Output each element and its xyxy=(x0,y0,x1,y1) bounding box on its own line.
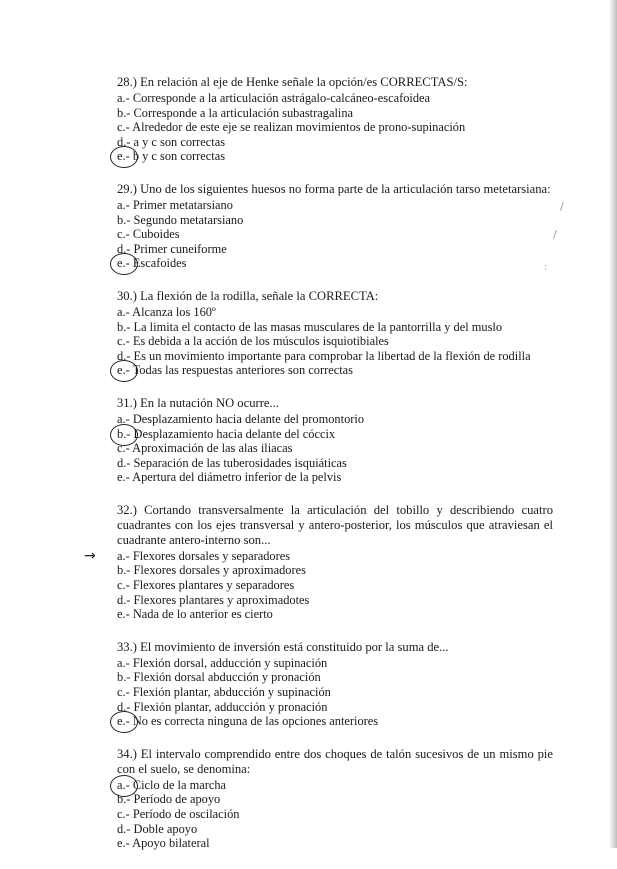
pencil-scribble-mark: / xyxy=(560,200,564,213)
answer-option xyxy=(117,349,553,364)
option-list xyxy=(117,198,553,271)
answer-option-circled xyxy=(117,427,553,442)
answer-option xyxy=(117,334,553,349)
option-label: b.- Segundo metatarsiano xyxy=(117,212,244,227)
answer-option xyxy=(117,320,553,335)
option-label: b.- Flexores dorsales y aproximadores xyxy=(117,563,306,578)
option-label: d.- Flexión plantar, adducción y pronación xyxy=(117,699,328,714)
answer-option xyxy=(117,593,553,608)
question-block xyxy=(117,75,553,164)
option-label: a.- Alcanza los 160º xyxy=(117,304,216,319)
exam-page xyxy=(84,75,553,869)
option-list xyxy=(117,778,553,851)
answer-option xyxy=(117,106,553,121)
answer-option xyxy=(117,91,553,106)
pencil-scribble-mark: : xyxy=(544,262,548,273)
answer-option xyxy=(117,441,553,456)
option-label: a.- Ciclo de la marcha xyxy=(117,777,227,792)
option-label: c.- Flexores plantares y separadores xyxy=(117,578,295,593)
option-label: d.- a y c son correctas xyxy=(117,134,226,149)
answer-option xyxy=(117,807,553,822)
answer-option-circled xyxy=(117,778,553,793)
question-block xyxy=(84,502,553,622)
option-label: e.- Todas las respuestas anteriores son correctas xyxy=(117,363,353,378)
option-label: a.- Flexión dorsal, adducción y supinación xyxy=(117,655,328,670)
question-block xyxy=(117,289,553,378)
option-label: a.- Flexores dorsales y separadores xyxy=(117,548,291,563)
answer-option xyxy=(84,547,553,564)
question-stem: 29.) Uno de los siguientes huesos no forma parte de la articulación tarso metetarsiana: xyxy=(117,181,551,196)
answer-option xyxy=(117,305,553,320)
answer-option xyxy=(117,135,553,150)
option-label: c.- Es debida a la acción de los músculos isquiotibiales xyxy=(117,334,389,349)
question-stem: 32.) Cortando transversalmente la articulación del tobillo y describiendo cuatro cuadrantes con los ejes transversal y antero-posterior, los músculos que atraviesan el cuadrante antero-interno son... xyxy=(117,502,553,547)
answer-option xyxy=(117,792,553,807)
arrow-mark-icon: → xyxy=(84,547,96,564)
option-list xyxy=(117,656,553,729)
answer-option-circled xyxy=(117,149,553,164)
option-label: e.- b y c son correctas xyxy=(117,149,226,164)
option-label: b.- Corresponde a la articulación subastragalina xyxy=(117,105,354,120)
option-label: d.- Doble apoyo xyxy=(117,821,198,836)
answer-option xyxy=(117,578,553,593)
option-list xyxy=(117,91,553,164)
scan-page-edge xyxy=(609,0,617,848)
answer-option xyxy=(117,213,553,228)
option-list xyxy=(117,412,553,485)
answer-option xyxy=(117,470,553,485)
option-label: c.- Flexión plantar, abducción y supinación xyxy=(117,685,331,700)
answer-option-circled xyxy=(117,363,553,378)
option-label: c.- Alrededor de este eje se realizan movimientos de prono-supinación xyxy=(117,120,466,135)
option-list xyxy=(84,547,553,622)
question-block xyxy=(117,747,553,851)
answer-option-circled xyxy=(117,256,553,271)
option-label: b.- La limita el contacto de las masas musculares de la pantorrilla y del muslo xyxy=(117,319,503,334)
option-label: e.- Apertura del diámetro inferior de la pelvis xyxy=(117,470,342,485)
option-label: e.- Escafoides xyxy=(117,256,187,271)
answer-option xyxy=(117,685,553,700)
pencil-scribble-mark: / xyxy=(553,228,557,241)
answer-option xyxy=(117,242,553,257)
question-list xyxy=(84,75,553,851)
question-stem: 28.) En relación al eje de Henke señale la opción/es CORRECTAS/S: xyxy=(117,75,468,89)
option-label: b.- Período de apoyo xyxy=(117,792,221,807)
answer-option xyxy=(117,836,553,851)
answer-option xyxy=(117,822,553,837)
option-label: d.- Es un movimiento importante para comprobar la libertad de la flexión de rodilla xyxy=(117,348,531,363)
question-block xyxy=(117,640,553,729)
option-label: a.- Desplazamiento hacia delante del promontorio xyxy=(117,411,365,426)
option-label: d.- Flexores plantares y aproximadotes xyxy=(117,592,310,607)
option-list xyxy=(117,305,553,378)
answer-option xyxy=(117,656,553,671)
answer-option-circled xyxy=(117,714,553,729)
answer-option xyxy=(117,120,553,135)
question-stem: 30.) La flexión de la rodilla, señale la CORRECTA: xyxy=(117,288,379,303)
answer-option xyxy=(117,700,553,715)
question-stem: 33.) El movimiento de inversión está constituido por la suma de... xyxy=(117,639,449,654)
option-label: e.- Apoyo bilateral xyxy=(117,836,210,851)
option-label: c.- Aproximación de las alas iliacas xyxy=(117,441,293,456)
option-label: e.- Nada de lo anterior es cierto xyxy=(117,607,273,622)
answer-option xyxy=(117,563,553,578)
option-label: c.- Cuboides xyxy=(117,227,180,242)
answer-option xyxy=(117,607,553,622)
question-stem: 34.) El intervalo comprendido entre dos choques de talón sucesivos de un mismo pie con el suelo, se denomina: xyxy=(117,746,553,776)
answer-option xyxy=(117,456,553,471)
option-label: d.- Primer cuneiforme xyxy=(117,241,227,256)
option-label: b.- Desplazamiento hacia delante del cóccix xyxy=(117,426,336,441)
option-label: d.- Separación de las tuberosidades isquiáticas xyxy=(117,455,347,470)
option-label: a.- Primer metatarsiano xyxy=(117,197,233,212)
answer-option xyxy=(117,227,553,242)
answer-option xyxy=(117,198,553,213)
option-label: b.- Flexión dorsal abducción y pronación xyxy=(117,670,321,685)
option-label: e.- No es correcta ninguna de las opciones anteriores xyxy=(117,714,379,729)
option-label: c.- Período de oscilación xyxy=(117,807,240,821)
question-block xyxy=(117,396,553,485)
question-block xyxy=(117,182,553,271)
answer-option xyxy=(117,412,553,427)
option-label: a.- Corresponde a la articulación astrágalo-calcáneo-escafoidea xyxy=(117,91,431,105)
question-stem: 31.) En la nutación NO ocurre... xyxy=(117,395,279,410)
answer-option xyxy=(117,670,553,685)
